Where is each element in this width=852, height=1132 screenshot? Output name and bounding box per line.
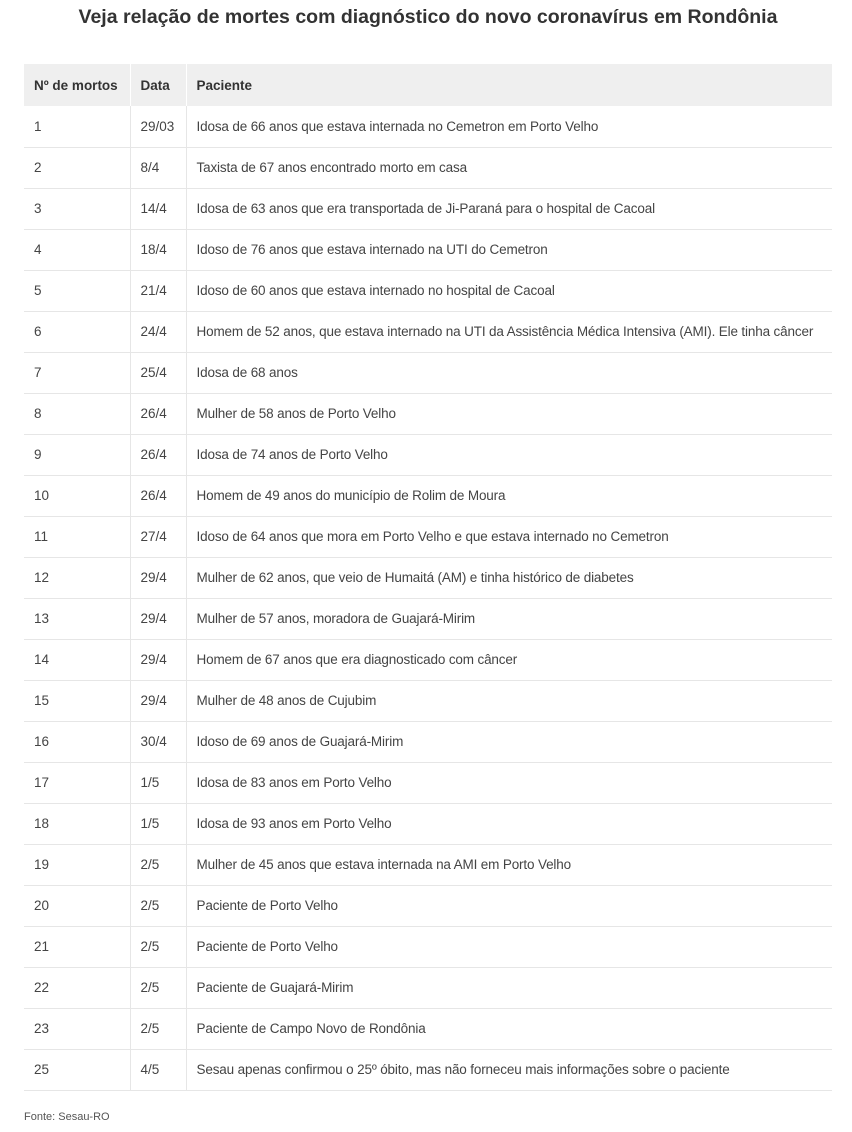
- cell-patient: Idosa de 83 anos em Porto Velho: [186, 762, 832, 803]
- cell-deaths-count: 3: [24, 188, 130, 229]
- cell-deaths-count: 1: [24, 106, 130, 147]
- table-row: [24, 147, 832, 188]
- table-row: [24, 352, 832, 393]
- cell-deaths-count: 23: [24, 1008, 130, 1049]
- table-row: [24, 270, 832, 311]
- cell-date: 1/5: [130, 762, 186, 803]
- cell-deaths-count: 12: [24, 557, 130, 598]
- column-header-deaths-count: Nº de mortos: [24, 64, 130, 106]
- table-row: [24, 967, 832, 1008]
- table-row: [24, 762, 832, 803]
- cell-patient: Paciente de Campo Novo de Rondônia: [186, 1008, 832, 1049]
- table-row: [24, 229, 832, 270]
- cell-date: 14/4: [130, 188, 186, 229]
- cell-date: 2/5: [130, 844, 186, 885]
- deaths-table: [24, 64, 832, 1091]
- table-row: [24, 598, 832, 639]
- table-row: [24, 106, 832, 147]
- cell-patient: Homem de 67 anos que era diagnosticado com câncer: [186, 639, 832, 680]
- cell-patient: Mulher de 62 anos, que veio de Humaitá (AM) e tinha histórico de diabetes: [186, 557, 832, 598]
- cell-deaths-count: 5: [24, 270, 130, 311]
- table-row: [24, 639, 832, 680]
- cell-deaths-count: 22: [24, 967, 130, 1008]
- cell-patient: Idoso de 60 anos que estava internado no hospital de Cacoal: [186, 270, 832, 311]
- cell-patient: Idosa de 63 anos que era transportada de Ji-Paraná para o hospital de Cacoal: [186, 188, 832, 229]
- cell-patient: Idoso de 69 anos de Guajará-Mirim: [186, 721, 832, 762]
- cell-deaths-count: 11: [24, 516, 130, 557]
- page-title: Veja relação de mortes com diagnóstico do novo coronavírus em Rondônia: [78, 6, 778, 28]
- source-note: Fonte: Sesau-RO: [24, 1111, 110, 1123]
- table-row: [24, 680, 832, 721]
- cell-patient: Homem de 49 anos do município de Rolim de Moura: [186, 475, 832, 516]
- table-row: [24, 926, 832, 967]
- table-header: [24, 64, 832, 106]
- cell-date: 26/4: [130, 475, 186, 516]
- cell-patient: Idosa de 93 anos em Porto Velho: [186, 803, 832, 844]
- cell-patient: Idoso de 64 anos que mora em Porto Velho e que estava internado no Cemetron: [186, 516, 832, 557]
- table-row: [24, 721, 832, 762]
- column-header-date: Data: [130, 64, 186, 106]
- cell-patient: Mulher de 45 anos que estava internada na AMI em Porto Velho: [186, 844, 832, 885]
- cell-patient: Idosa de 68 anos: [186, 352, 832, 393]
- table-row: [24, 885, 832, 926]
- table-row: [24, 803, 832, 844]
- cell-patient: Idosa de 74 anos de Porto Velho: [186, 434, 832, 475]
- table-row: [24, 434, 832, 475]
- table-row: [24, 1008, 832, 1049]
- table-row: [24, 1049, 832, 1090]
- table-body: [24, 106, 832, 1090]
- cell-deaths-count: 25: [24, 1049, 130, 1090]
- cell-date: 26/4: [130, 434, 186, 475]
- cell-date: 25/4: [130, 352, 186, 393]
- cell-patient: Homem de 52 anos, que estava internado na UTI da Assistência Médica Intensiva (AMI). Ele tinha câncer: [186, 311, 832, 352]
- cell-patient: Idoso de 76 anos que estava internado na UTI do Cemetron: [186, 229, 832, 270]
- cell-deaths-count: 4: [24, 229, 130, 270]
- cell-deaths-count: 15: [24, 680, 130, 721]
- table-row: [24, 393, 832, 434]
- header-row: [24, 64, 832, 106]
- cell-deaths-count: 2: [24, 147, 130, 188]
- cell-date: 2/5: [130, 885, 186, 926]
- cell-date: 30/4: [130, 721, 186, 762]
- cell-deaths-count: 19: [24, 844, 130, 885]
- cell-date: 8/4: [130, 147, 186, 188]
- cell-date: 2/5: [130, 967, 186, 1008]
- cell-patient: Mulher de 58 anos de Porto Velho: [186, 393, 832, 434]
- cell-patient: Mulher de 48 anos de Cujubim: [186, 680, 832, 721]
- cell-deaths-count: 17: [24, 762, 130, 803]
- cell-deaths-count: 18: [24, 803, 130, 844]
- cell-date: 1/5: [130, 803, 186, 844]
- cell-date: 29/4: [130, 557, 186, 598]
- cell-date: 26/4: [130, 393, 186, 434]
- cell-date: 29/03: [130, 106, 186, 147]
- cell-patient: Paciente de Porto Velho: [186, 926, 832, 967]
- table-row: [24, 188, 832, 229]
- cell-date: 29/4: [130, 598, 186, 639]
- cell-date: 2/5: [130, 926, 186, 967]
- cell-deaths-count: 9: [24, 434, 130, 475]
- cell-date: 29/4: [130, 680, 186, 721]
- cell-deaths-count: 8: [24, 393, 130, 434]
- cell-deaths-count: 14: [24, 639, 130, 680]
- table-row: [24, 844, 832, 885]
- table-row: [24, 557, 832, 598]
- column-header-patient: Paciente: [186, 64, 832, 106]
- cell-patient: Taxista de 67 anos encontrado morto em casa: [186, 147, 832, 188]
- cell-date: 21/4: [130, 270, 186, 311]
- table-row: [24, 311, 832, 352]
- cell-patient: Idosa de 66 anos que estava internada no Cemetron em Porto Velho: [186, 106, 832, 147]
- table-row: [24, 516, 832, 557]
- cell-patient: Mulher de 57 anos, moradora de Guajará-Mirim: [186, 598, 832, 639]
- cell-patient: Paciente de Guajará-Mirim: [186, 967, 832, 1008]
- cell-deaths-count: 13: [24, 598, 130, 639]
- cell-patient: Sesau apenas confirmou o 25º óbito, mas não forneceu mais informações sobre o paciente: [186, 1049, 832, 1090]
- cell-deaths-count: 16: [24, 721, 130, 762]
- cell-deaths-count: 7: [24, 352, 130, 393]
- cell-date: 18/4: [130, 229, 186, 270]
- cell-date: 27/4: [130, 516, 186, 557]
- cell-deaths-count: 20: [24, 885, 130, 926]
- cell-patient: Paciente de Porto Velho: [186, 885, 832, 926]
- cell-date: 24/4: [130, 311, 186, 352]
- cell-deaths-count: 21: [24, 926, 130, 967]
- cell-deaths-count: 10: [24, 475, 130, 516]
- cell-date: 29/4: [130, 639, 186, 680]
- cell-deaths-count: 6: [24, 311, 130, 352]
- table-row: [24, 475, 832, 516]
- cell-date: 2/5: [130, 1008, 186, 1049]
- cell-date: 4/5: [130, 1049, 186, 1090]
